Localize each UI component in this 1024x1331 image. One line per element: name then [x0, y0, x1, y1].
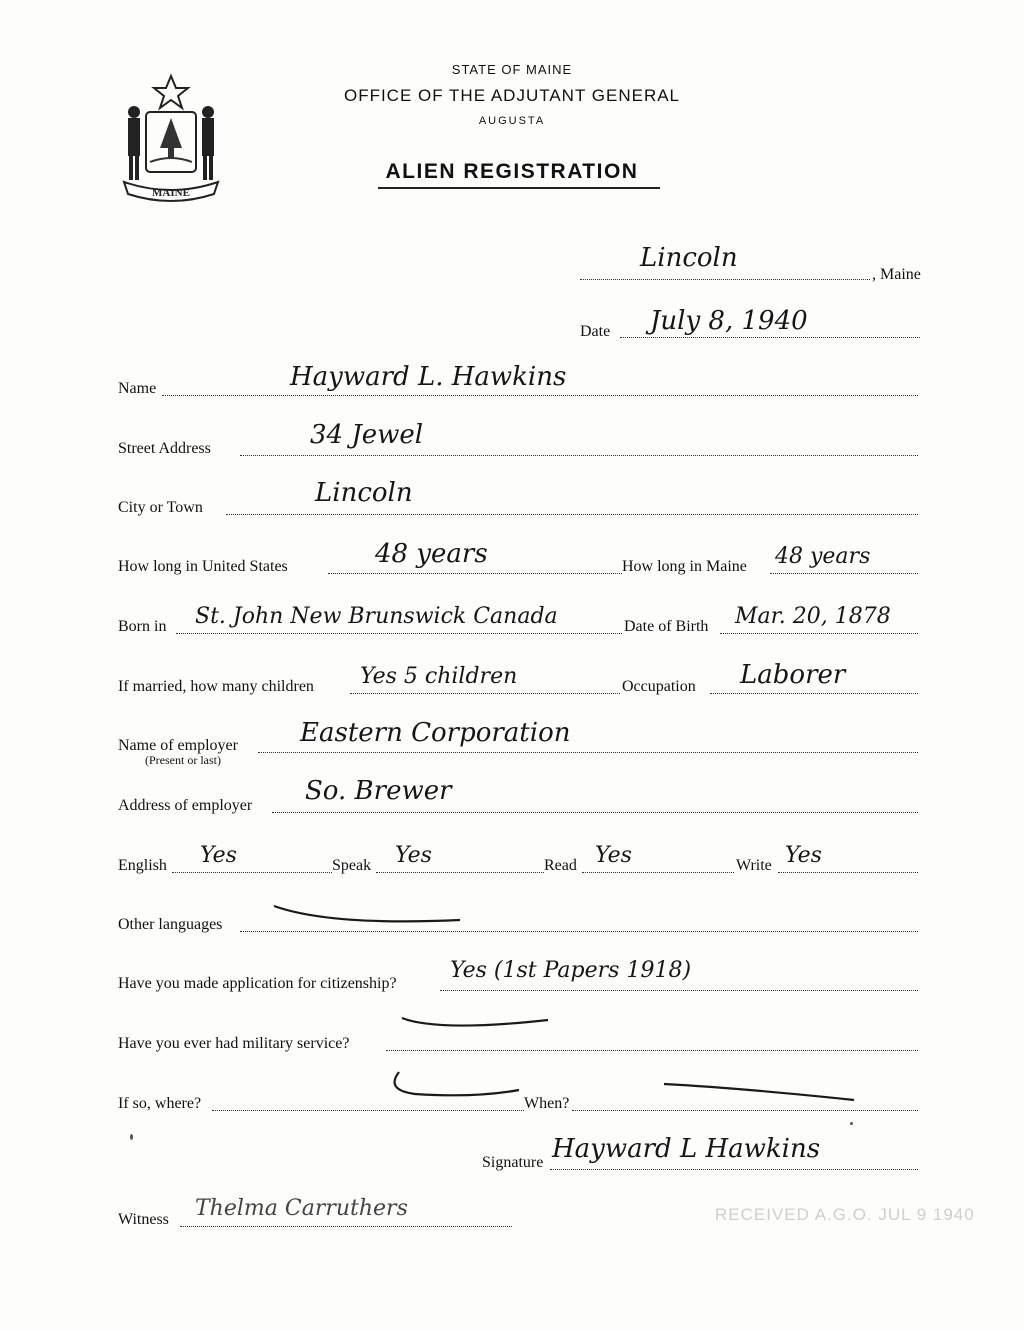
occupation-value: Laborer	[740, 660, 846, 690]
english-value: Yes	[200, 843, 237, 868]
dash-stroke-icon	[385, 1068, 525, 1104]
maine-label: , Maine	[872, 266, 921, 283]
dash-stroke-icon	[398, 1006, 558, 1036]
other-languages-line	[240, 931, 918, 932]
signature-value: Hayward L Hawkins	[552, 1134, 821, 1164]
name-line	[162, 395, 918, 396]
citizenship-line	[440, 990, 918, 991]
name-value: Hayward L. Hawkins	[290, 362, 567, 392]
city-label: City or Town	[118, 499, 203, 516]
employer-address-line	[272, 812, 918, 813]
dash-stroke-icon	[270, 898, 470, 928]
title-underline	[378, 187, 660, 189]
born-in-value: St. John New Brunswick Canada	[195, 604, 558, 629]
form-title: ALIEN REGISTRATION	[385, 160, 639, 183]
city-line	[226, 514, 918, 515]
employer-label: Name of employer	[118, 737, 238, 754]
read-value: Yes	[595, 843, 632, 868]
born-in-line	[176, 633, 622, 634]
dash-stroke-icon	[660, 1078, 860, 1108]
town-line	[580, 279, 870, 280]
employer-value: Eastern Corporation	[300, 718, 571, 748]
citizenship-label: Have you made application for citizenship?	[118, 975, 397, 992]
speak-value: Yes	[395, 843, 432, 868]
dob-label: Date of Birth	[624, 618, 709, 635]
employer-note: (Present or last)	[145, 753, 221, 767]
witness-value: Thelma Carruthers	[195, 1196, 408, 1221]
years-maine-value: 48 years	[775, 544, 871, 569]
born-in-label: Born in	[118, 618, 167, 635]
received-stamp: RECEIVED A.G.O. JUL 9 1940	[715, 1205, 975, 1224]
when-label: When?	[524, 1095, 570, 1112]
english-label: English	[118, 857, 167, 874]
employer-line	[258, 752, 918, 753]
street-label: Street Address	[118, 440, 211, 457]
married-label: If married, how many children	[118, 678, 314, 695]
witness-line	[180, 1226, 512, 1227]
city-value: Lincoln	[315, 478, 413, 508]
married-line	[350, 693, 620, 694]
date-value: July 8, 1940	[650, 306, 808, 336]
read-label: Read	[544, 857, 577, 874]
signature-label: Signature	[482, 1154, 544, 1171]
name-label: Name	[118, 380, 157, 397]
street-line	[240, 455, 918, 456]
ink-mark	[850, 1122, 853, 1125]
english-line	[172, 872, 332, 873]
occupation-line	[710, 693, 918, 694]
years-us-line	[328, 573, 622, 574]
write-value: Yes	[785, 843, 822, 868]
citizenship-value: Yes (1st Papers 1918)	[450, 958, 692, 983]
speak-label: Speak	[332, 857, 372, 874]
date-line	[620, 337, 920, 338]
date-label: Date	[580, 323, 611, 340]
street-value: 34 Jewel	[310, 420, 424, 450]
town-value: Lincoln	[640, 243, 738, 273]
where-line	[212, 1110, 524, 1111]
witness-label: Witness	[118, 1211, 169, 1228]
office-heading: OFFICE OF THE ADJUTANT GENERAL	[343, 86, 681, 105]
write-line	[778, 872, 918, 873]
employer-address-value: So. Brewer	[305, 776, 452, 806]
ink-mark	[130, 1134, 133, 1140]
state-heading: STATE OF MAINE	[451, 62, 573, 77]
dob-value: Mar. 20, 1878	[735, 604, 891, 629]
years-us-value: 48 years	[375, 539, 488, 569]
years-maine-line	[770, 573, 918, 574]
years-maine-label: How long in Maine	[622, 558, 747, 575]
military-label: Have you ever had military service?	[118, 1035, 350, 1052]
where-label: If so, where?	[118, 1095, 202, 1112]
children-value: Yes 5 children	[360, 664, 518, 689]
city-heading: AUGUSTA	[478, 115, 546, 127]
employer-address-label: Address of employer	[118, 797, 253, 814]
signature-line	[550, 1169, 918, 1170]
read-line	[582, 872, 734, 873]
write-label: Write	[736, 857, 772, 874]
speak-line	[376, 872, 544, 873]
other-languages-label: Other languages	[118, 916, 223, 933]
seal-text: MAINE	[152, 187, 190, 199]
when-line	[572, 1110, 918, 1111]
military-line	[386, 1050, 918, 1051]
years-us-label: How long in United States	[118, 558, 288, 575]
dob-line	[720, 633, 918, 634]
occupation-label: Occupation	[622, 678, 696, 695]
